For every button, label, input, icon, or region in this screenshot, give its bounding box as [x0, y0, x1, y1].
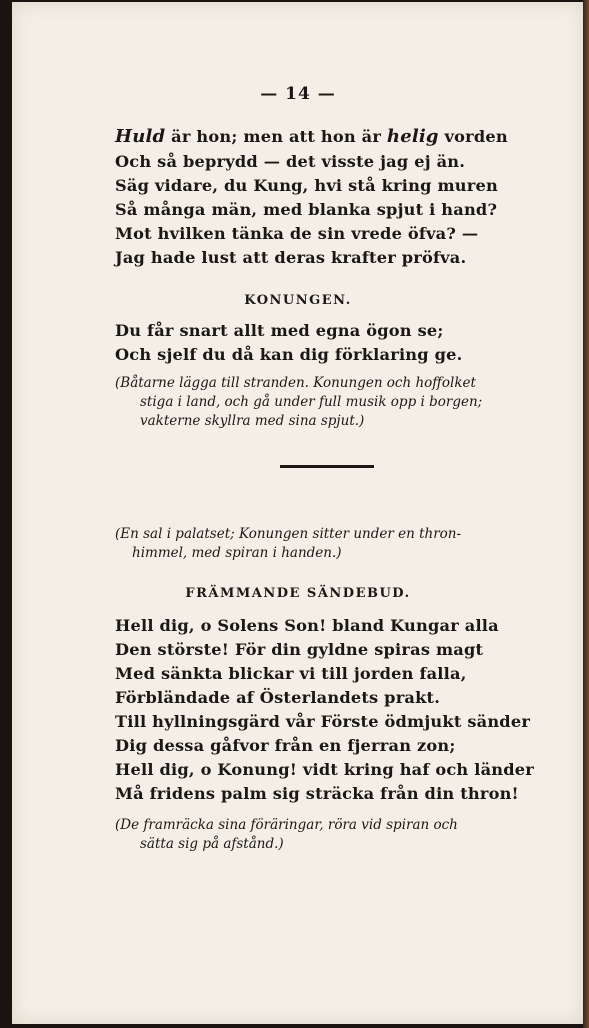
- speaker-heading: FRÄMMANDE SÄNDEBUD.: [185, 586, 411, 601]
- stage-direction: (Båtarne lägga till stranden. Konungen och hoffolket: [115, 375, 476, 391]
- verse-line: Dig dessa gåfvor från en fjerran zon;: [115, 736, 456, 755]
- speaker-heading: KONUNGEN.: [244, 293, 352, 308]
- verse-line: Den störste! För din gyldne spiras magt: [115, 640, 484, 659]
- stage-direction: vakterne skyllra med sina spjut.): [140, 413, 365, 429]
- stage-direction: sätta sig på afstånd.): [140, 836, 284, 852]
- page-text: [12, 2, 584, 1024]
- book-page: [12, 2, 584, 1024]
- verse-line: Förbländade af Österlandets prakt.: [115, 688, 441, 707]
- verse-line: Må fridens palm sig sträcka från din thron!: [115, 784, 519, 803]
- page-number: — 14 —: [260, 84, 336, 104]
- verse-line: Och sjelf du då kan dig förklaring ge.: [115, 345, 463, 364]
- verse-line: Så många män, med blanka spjut i hand?: [115, 200, 498, 219]
- verse-line: Jag hade lust att deras krafter pröfva.: [115, 248, 467, 267]
- verse-line: Hell dig, o Solens Son! bland Kungar alla: [115, 616, 499, 635]
- verse-italic-word: Huld: [115, 126, 166, 147]
- verse-line: Till hyllningsgärd vår Förste ödmjukt sänder: [115, 712, 531, 731]
- stage-direction: (De framräcka sina föräringar, röra vid spiran och: [115, 817, 458, 833]
- stage-direction: himmel, med spiran i handen.): [132, 545, 342, 561]
- verse-line: Mot hvilken tänka de sin vrede öfva? —: [115, 224, 479, 243]
- verse-line: Och så beprydd — det visste jag ej än.: [115, 152, 466, 171]
- verse-line: Säg vidare, du Kung, hvi stå kring muren: [115, 176, 498, 195]
- section-divider: [280, 465, 374, 468]
- verse-line: [115, 126, 508, 147]
- stage-direction: stiga i land, och gå under full musik opp i borgen;: [140, 394, 483, 410]
- book-edge: [583, 0, 589, 1028]
- verse-text: är hon; men att hon är: [165, 127, 387, 146]
- verse-text: vorden: [438, 127, 508, 146]
- verse-line: Med sänkta blickar vi till jorden falla,: [115, 664, 467, 683]
- verse-line: Hell dig, o Konung! vidt kring haf och länder: [115, 760, 534, 779]
- verse-italic-word: helig: [386, 126, 439, 147]
- stage-direction: (En sal i palatset; Konungen sitter under en thron-: [115, 526, 462, 542]
- verse-line: Du får snart allt med egna ögon se;: [115, 321, 444, 340]
